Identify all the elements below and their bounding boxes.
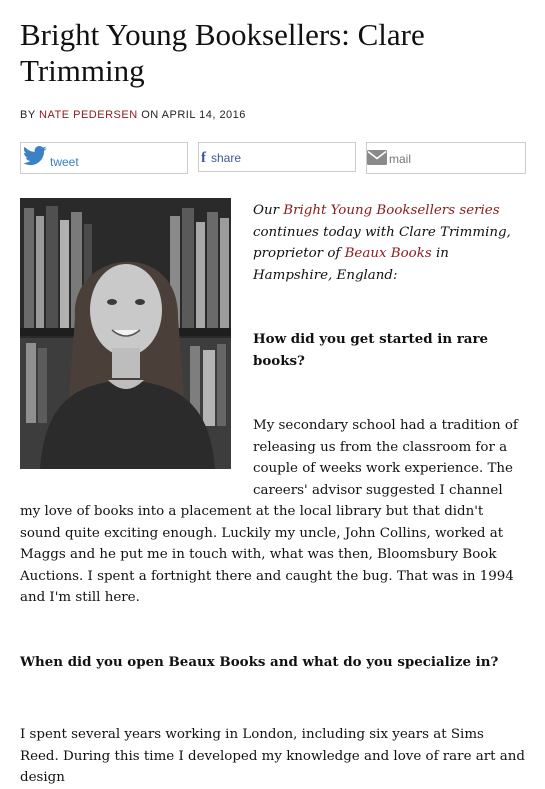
question-1: How did you get started in rare books? <box>253 331 489 369</box>
answer-2: I spent several years working in London, including six years at Sims Reed. During this time I developed my knowledge and love of rare art and design <box>20 727 525 785</box>
mail-label: mail <box>389 152 412 166</box>
beaux-books-link[interactable]: Beaux Books <box>344 246 432 261</box>
article-page <box>20 0 526 785</box>
byline-by: BY <box>20 109 36 121</box>
twitter-bird-icon <box>23 145 47 167</box>
author-link[interactable]: NATE PEDERSEN <box>39 109 138 121</box>
series-link[interactable]: Bright Young Booksellers series <box>283 203 500 218</box>
facebook-share-button[interactable] <box>198 142 356 172</box>
tweet-button[interactable] <box>20 142 188 174</box>
envelope-icon <box>367 150 387 165</box>
tweet-label: tweet <box>50 155 79 169</box>
question-2: When did you open Beaux Books and what do you specialize in? <box>20 653 499 670</box>
byline-on: ON <box>141 109 159 121</box>
share-buttons <box>20 142 526 174</box>
publish-date: APRIL 14, 2016 <box>161 109 246 121</box>
article-title: Bright Young Booksellers: Clare Trimming <box>20 17 425 88</box>
answer-1: My secondary school had a tradition of releasing us from the classroom for a couple of weeks work experience. The careers' advisor suggested I channel my love of books into a placement at the local library but that didn't sound quite exciting enough. Luckily my uncle, John Collins, worked at Maggs and he put me in touch with, what was then, Bloomsbury Book Auctions. I spent a fortnight there and caught the bug. That was in 1994 and I'm still here. <box>20 418 518 605</box>
article-body <box>20 200 526 789</box>
share-label: share <box>211 151 242 165</box>
byline <box>20 109 526 121</box>
intro-paragraph: Our Bright Young Booksellers series continues today with Clare Trimming, proprietor of Beaux Books in Hampshire, England: <box>253 203 511 283</box>
facebook-icon: f <box>201 150 206 166</box>
mail-button[interactable] <box>366 142 526 174</box>
